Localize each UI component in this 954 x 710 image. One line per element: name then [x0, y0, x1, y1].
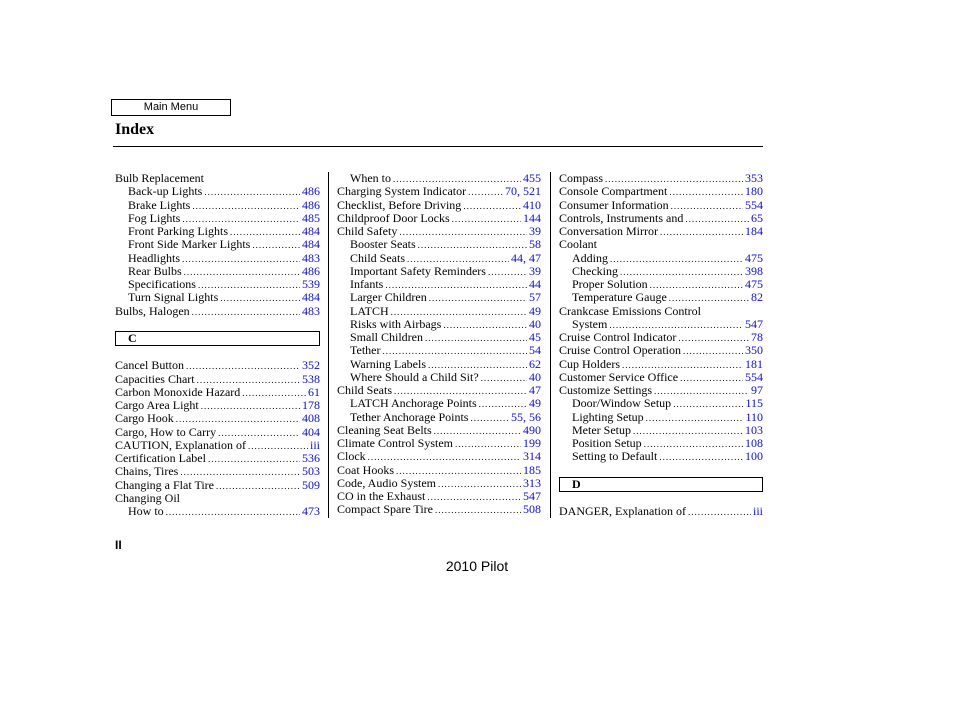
index-term: Compact Spare Tire: [337, 503, 433, 517]
index-entry[interactable]: [337, 225, 541, 238]
page-reference-link[interactable]: 313: [523, 476, 541, 490]
spacer: [115, 346, 320, 359]
index-term: Larger Children: [350, 291, 427, 305]
dot-leader: [605, 173, 743, 185]
column-divider: [550, 172, 551, 518]
page-reference-link[interactable]: 475: [745, 251, 763, 265]
page-title: Index: [115, 121, 155, 138]
page-reference-link[interactable]: 538: [302, 372, 320, 386]
dot-leader: [455, 438, 521, 450]
spacer: [559, 464, 763, 477]
index-entry[interactable]: [337, 477, 541, 490]
index-entry[interactable]: [337, 424, 541, 437]
book-title: 2010 Pilot: [445, 558, 509, 574]
index-entry[interactable]: [115, 412, 320, 425]
dot-leader: [660, 226, 743, 238]
dot-leader: [671, 200, 743, 212]
index-term: Customize Settings: [559, 384, 652, 397]
page-number: II: [115, 538, 122, 552]
page-reference-link[interactable]: 61: [308, 385, 320, 399]
page-reference-link[interactable]: 486: [302, 264, 320, 278]
page-reference-link[interactable]: 199: [523, 437, 541, 450]
dot-leader: [683, 345, 743, 357]
page-reference-link[interactable]: 45: [529, 331, 541, 344]
index-entry[interactable]: [115, 479, 320, 492]
dot-leader: [182, 253, 300, 265]
dot-leader: [646, 412, 744, 424]
page-reference-link[interactable]: 62: [529, 357, 541, 371]
page-reference-link[interactable]: 539: [302, 278, 320, 291]
index-entry[interactable]: [559, 172, 763, 185]
index-term: Tether Anchorage Points: [350, 410, 469, 424]
index-entry[interactable]: [115, 305, 320, 318]
index-entry[interactable]: [559, 331, 763, 344]
dot-leader: [435, 504, 521, 516]
dot-leader: [610, 253, 743, 265]
page-reference-link[interactable]: 103: [745, 423, 763, 437]
index-entry[interactable]: [337, 212, 541, 225]
page-reference-link[interactable]: 314: [523, 450, 541, 464]
index-subentry[interactable]: [337, 371, 541, 384]
index-subentry[interactable]: [559, 265, 763, 278]
index-subentry[interactable]: [115, 291, 320, 304]
page-reference-link[interactable]: 483: [302, 304, 320, 318]
index-entry: [115, 172, 320, 185]
page-reference-link[interactable]: 352: [302, 359, 320, 373]
index-entry[interactable]: [559, 185, 763, 198]
index-subentry[interactable]: [559, 450, 763, 463]
index-term: CAUTION, Explanation of: [115, 438, 246, 452]
dot-leader: [230, 226, 300, 238]
index-term: Child Safety: [337, 225, 398, 238]
index-term: Fog Lights: [128, 211, 181, 225]
page-reference-link[interactable]: 70, 521: [505, 185, 541, 199]
index-subentry[interactable]: [337, 278, 541, 291]
index-term: Cancel Button: [115, 359, 184, 373]
page-reference-link[interactable]: 181: [745, 357, 763, 371]
page-reference-link[interactable]: 486: [302, 198, 320, 212]
index-column-2: [337, 172, 541, 517]
index-subentry[interactable]: [337, 344, 541, 357]
index-entry[interactable]: [559, 212, 763, 225]
index-term: Charging System Indicator: [337, 185, 467, 199]
index-term: Setting to Default: [572, 450, 658, 464]
page-reference-link[interactable]: 39: [529, 225, 541, 238]
page-reference-link[interactable]: 40: [529, 317, 541, 331]
page-reference-link[interactable]: 44, 47: [511, 251, 541, 265]
index-entry[interactable]: [115, 452, 320, 465]
index-subentry[interactable]: [337, 305, 541, 318]
index-term: Cruise Control Indicator: [559, 331, 677, 344]
index-term: Specifications: [128, 278, 196, 291]
index-term: Lighting Setup: [572, 410, 644, 424]
index-subentry[interactable]: [559, 318, 763, 331]
page-reference-link[interactable]: 100: [745, 450, 763, 464]
index-entry[interactable]: [559, 199, 763, 212]
dot-leader: [180, 466, 300, 478]
spacer: [559, 492, 763, 505]
index-entry[interactable]: [337, 450, 541, 463]
dot-leader: [438, 478, 521, 490]
index-subentry[interactable]: [115, 238, 320, 251]
index-entry[interactable]: [337, 437, 541, 450]
index-term: Rear Bulbs: [128, 264, 182, 278]
title-divider: [113, 146, 763, 147]
index-term: Checking: [572, 264, 618, 278]
dot-leader: [659, 451, 743, 463]
index-term: Cargo, How to Carry: [115, 425, 217, 439]
page-reference-link[interactable]: 536: [302, 452, 320, 465]
index-entry[interactable]: [559, 225, 763, 238]
index-term: Coolant: [559, 238, 597, 252]
dot-leader: [385, 279, 527, 291]
index-term: CO in the Exhaust: [337, 490, 426, 503]
index-term: Crankcase Emissions Control: [559, 304, 701, 318]
page-reference-link[interactable]: 408: [302, 412, 320, 426]
index-subentry[interactable]: [559, 252, 763, 265]
dot-leader: [669, 292, 749, 304]
index-subentry[interactable]: [115, 185, 320, 198]
page-reference-link[interactable]: 508: [523, 503, 541, 517]
index-subentry[interactable]: [337, 265, 541, 278]
index-term: Proper Solution: [572, 278, 648, 291]
dot-leader: [399, 226, 527, 238]
dot-leader: [650, 279, 743, 291]
index-term: Controls, Instruments and: [559, 211, 684, 225]
page-reference-link[interactable]: 410: [523, 198, 541, 212]
index-entry[interactable]: [115, 426, 320, 439]
index-term: Booster Seats: [350, 238, 416, 252]
page-reference-link[interactable]: 455: [523, 172, 541, 185]
index-subentry[interactable]: [337, 252, 541, 265]
page-reference-link[interactable]: 44: [529, 278, 541, 291]
page-reference-link[interactable]: 404: [302, 425, 320, 439]
index-subentry[interactable]: [337, 291, 541, 304]
index-term: Meter Setup: [572, 423, 631, 437]
index-term: Small Children: [350, 331, 423, 344]
page-reference-link[interactable]: 110: [745, 410, 763, 424]
page-reference-link[interactable]: 108: [745, 437, 763, 450]
index-term: Climate Control System: [337, 437, 453, 450]
dot-leader: [688, 506, 751, 518]
dot-leader: [394, 385, 527, 397]
dot-leader: [418, 239, 527, 251]
page-reference-link[interactable]: 509: [302, 478, 320, 492]
page-reference-link[interactable]: iii: [752, 505, 763, 518]
index-term: Front Side Marker Lights: [128, 238, 251, 252]
index-term: Compass: [559, 172, 604, 185]
dot-leader: [644, 438, 743, 450]
index-term: Cup Holders: [559, 357, 620, 371]
dot-leader: [468, 186, 503, 198]
index-subentry[interactable]: [559, 424, 763, 437]
page-reference-link[interactable]: 58: [529, 238, 541, 252]
dot-leader: [218, 427, 300, 439]
index-term: Infants: [350, 278, 384, 291]
index-entry[interactable]: [115, 399, 320, 412]
index-term: Headlights: [128, 251, 180, 265]
dot-leader: [197, 374, 300, 386]
dot-leader: [391, 306, 527, 318]
dot-leader: [633, 425, 743, 437]
index-entry[interactable]: [115, 359, 320, 372]
index-subentry[interactable]: [337, 358, 541, 371]
index-term: Turn Signal Lights: [128, 291, 219, 305]
index-subentry[interactable]: [337, 172, 541, 185]
index-term: Coat Hooks: [337, 463, 394, 477]
page-reference-link[interactable]: iii: [309, 438, 320, 452]
index-term: Certification Label: [115, 452, 206, 465]
index-term: Cargo Area Light: [115, 399, 199, 412]
page-reference-link[interactable]: 485: [302, 211, 320, 225]
page-reference-link[interactable]: 484: [302, 291, 320, 305]
dot-leader: [368, 451, 521, 463]
page-reference-link[interactable]: 57: [529, 291, 541, 305]
page-reference-link[interactable]: 39: [529, 264, 541, 278]
index-column-1: [115, 172, 320, 518]
index-subentry[interactable]: [337, 238, 541, 251]
dot-leader: [463, 200, 521, 212]
index-term: Back-up Lights: [128, 185, 203, 199]
section-letter-header: C: [115, 331, 320, 346]
column-divider: [328, 172, 329, 518]
dot-leader: [192, 306, 300, 318]
dot-leader: [204, 186, 300, 198]
index-term: Child Seats: [337, 384, 393, 397]
index-term: Important Safety Reminders: [350, 264, 486, 278]
index-entry[interactable]: [337, 199, 541, 212]
index-entry[interactable]: [559, 358, 763, 371]
page-reference-link[interactable]: 47: [529, 384, 541, 397]
index-entry: [559, 238, 763, 251]
index-term: Tether: [350, 344, 381, 358]
index-entry[interactable]: [559, 505, 763, 518]
index-subentry[interactable]: [559, 411, 763, 424]
dot-leader: [452, 213, 521, 225]
page-reference-link[interactable]: 475: [745, 278, 763, 291]
dot-leader: [685, 213, 749, 225]
index-term: Risks with Airbags: [350, 317, 442, 331]
index-term: Warning Labels: [350, 357, 427, 371]
index-term: Cleaning Seat Belts: [337, 423, 432, 437]
page-reference-link[interactable]: 54: [529, 344, 541, 358]
index-subentry[interactable]: [559, 278, 763, 291]
dot-leader: [654, 385, 749, 397]
page-reference-link[interactable]: 547: [745, 317, 763, 331]
dot-leader: [425, 332, 527, 344]
index-term: When to: [350, 172, 391, 185]
index-entry: [559, 305, 763, 318]
index-subentry[interactable]: [115, 278, 320, 291]
index-entry[interactable]: [337, 185, 541, 198]
index-term: Changing Oil: [115, 491, 180, 505]
index-term: Checklist, Before Driving: [337, 198, 462, 212]
index-term: How to: [128, 505, 164, 518]
page-reference-link[interactable]: 185: [523, 463, 541, 477]
index-entry[interactable]: [337, 490, 541, 503]
dot-leader: [620, 266, 743, 278]
dot-leader: [220, 292, 300, 304]
index-term: Front Parking Lights: [128, 225, 229, 238]
page-reference-link[interactable]: 484: [302, 238, 320, 252]
page-reference-link[interactable]: 97: [751, 384, 763, 397]
page-reference-link[interactable]: 398: [745, 264, 763, 278]
page-reference-link[interactable]: 82: [751, 291, 763, 305]
dot-leader: [182, 213, 300, 225]
index-term: Console Compartment: [559, 185, 668, 199]
dot-leader: [176, 413, 300, 425]
dot-leader: [407, 253, 509, 265]
page-reference-link[interactable]: 554: [745, 370, 763, 384]
dot-leader: [427, 491, 521, 503]
dot-leader: [479, 398, 527, 410]
index-term: DANGER, Explanation of: [559, 505, 686, 518]
index-term: Childproof Door Locks: [337, 211, 450, 225]
main-menu-button[interactable]: Main Menu: [111, 99, 231, 116]
index-subentry[interactable]: [115, 199, 320, 212]
index-term: Bulbs, Halogen: [115, 304, 190, 318]
index-subentry[interactable]: [115, 212, 320, 225]
index-term: Cargo Hook: [115, 412, 174, 426]
index-term: Position Setup: [572, 437, 642, 450]
index-term: Child Seats: [350, 251, 406, 265]
index-entry[interactable]: [115, 373, 320, 386]
page-reference-link[interactable]: 503: [302, 465, 320, 479]
page-reference-link[interactable]: 483: [302, 251, 320, 265]
index-entry[interactable]: [115, 439, 320, 452]
index-term: Brake Lights: [128, 198, 191, 212]
dot-leader: [470, 412, 509, 424]
index-term: Adding: [572, 251, 608, 265]
page-reference-link[interactable]: 115: [745, 397, 763, 411]
index-term: Chains, Tires: [115, 465, 179, 479]
dot-leader: [678, 332, 749, 344]
dot-leader: [382, 345, 527, 357]
dot-leader: [609, 319, 743, 331]
dot-leader: [208, 453, 300, 465]
dot-leader: [434, 425, 521, 437]
dot-leader: [216, 480, 300, 492]
index-entry[interactable]: [115, 386, 320, 399]
dot-leader: [428, 359, 527, 371]
index-subentry[interactable]: [559, 291, 763, 304]
index-subentry[interactable]: [337, 331, 541, 344]
dot-leader: [192, 200, 300, 212]
page-reference-link[interactable]: 350: [745, 344, 763, 358]
index-entry[interactable]: [559, 344, 763, 357]
dot-leader: [488, 266, 527, 278]
dot-leader: [198, 279, 300, 291]
page-reference-link[interactable]: 49: [529, 397, 541, 411]
dot-leader: [673, 398, 743, 410]
page-reference-link[interactable]: 65: [751, 211, 763, 225]
dot-leader: [669, 186, 743, 198]
page-reference-link[interactable]: 490: [523, 423, 541, 437]
page-reference-link[interactable]: 484: [302, 225, 320, 238]
page-reference-link[interactable]: 547: [523, 490, 541, 503]
index-term: Changing a Flat Tire: [115, 478, 215, 492]
index-entry[interactable]: [337, 464, 541, 477]
index-subentry[interactable]: [337, 318, 541, 331]
index-term: Conversation Mirror: [559, 225, 658, 238]
index-term: Consumer Information: [559, 198, 669, 212]
index-subentry[interactable]: [559, 437, 763, 450]
index-subentry[interactable]: [115, 225, 320, 238]
index-subentry[interactable]: [115, 252, 320, 265]
index-subentry[interactable]: [337, 411, 541, 424]
index-entry[interactable]: [337, 503, 541, 516]
dot-leader: [166, 506, 300, 518]
index-term: System: [572, 317, 608, 331]
dot-leader: [186, 360, 300, 372]
index-term: Bulb Replacement: [115, 172, 204, 185]
page-reference-link[interactable]: 78: [751, 331, 763, 344]
index-subentry[interactable]: [559, 397, 763, 410]
page-reference-link[interactable]: 486: [302, 185, 320, 199]
index-term: Customer Service Office: [559, 370, 679, 384]
page-reference-link[interactable]: 49: [529, 304, 541, 318]
dot-leader: [481, 372, 527, 384]
page-reference-link[interactable]: 353: [745, 172, 763, 185]
dot-leader: [248, 440, 308, 452]
dot-leader: [393, 173, 521, 185]
page-reference-link[interactable]: 554: [745, 198, 763, 212]
index-column-3: [559, 172, 763, 518]
index-term: Capacities Chart: [115, 372, 195, 386]
index-term: Temperature Gauge: [572, 291, 667, 305]
page-reference-link[interactable]: 178: [302, 399, 320, 412]
index-entry[interactable]: [559, 371, 763, 384]
index-term: LATCH: [350, 304, 389, 318]
index-term: Clock: [337, 450, 366, 464]
index-entry[interactable]: [559, 384, 763, 397]
dot-leader: [622, 359, 743, 371]
dot-leader: [396, 465, 521, 477]
page-reference-link[interactable]: 55, 56: [511, 410, 541, 424]
dot-leader: [429, 292, 527, 304]
page-reference-link[interactable]: 180: [745, 185, 763, 199]
index-entry: [115, 492, 320, 505]
index-subentry[interactable]: [115, 265, 320, 278]
section-letter-header: D: [559, 477, 763, 492]
index-entry[interactable]: [115, 465, 320, 478]
page-reference-link[interactable]: 473: [302, 505, 320, 518]
page-reference-link[interactable]: 144: [523, 211, 541, 225]
dot-leader: [252, 239, 300, 251]
index-term: Code, Audio System: [337, 476, 437, 490]
page-reference-link[interactable]: 184: [745, 225, 763, 238]
dot-leader: [201, 400, 300, 412]
index-term: LATCH Anchorage Points: [350, 397, 477, 411]
dot-leader: [242, 387, 306, 399]
index-term: Carbon Monoxide Hazard: [115, 385, 241, 399]
dot-leader: [680, 372, 743, 384]
index-term: Where Should a Child Sit?: [350, 370, 479, 384]
page-reference-link[interactable]: 40: [529, 370, 541, 384]
dot-leader: [443, 319, 527, 331]
index-term: Door/Window Setup: [572, 397, 672, 411]
spacer: [115, 318, 320, 331]
index-subentry[interactable]: [337, 397, 541, 410]
index-subentry[interactable]: [115, 505, 320, 518]
index-entry[interactable]: [337, 384, 541, 397]
dot-leader: [184, 266, 300, 278]
index-term: Cruise Control Operation: [559, 344, 681, 358]
